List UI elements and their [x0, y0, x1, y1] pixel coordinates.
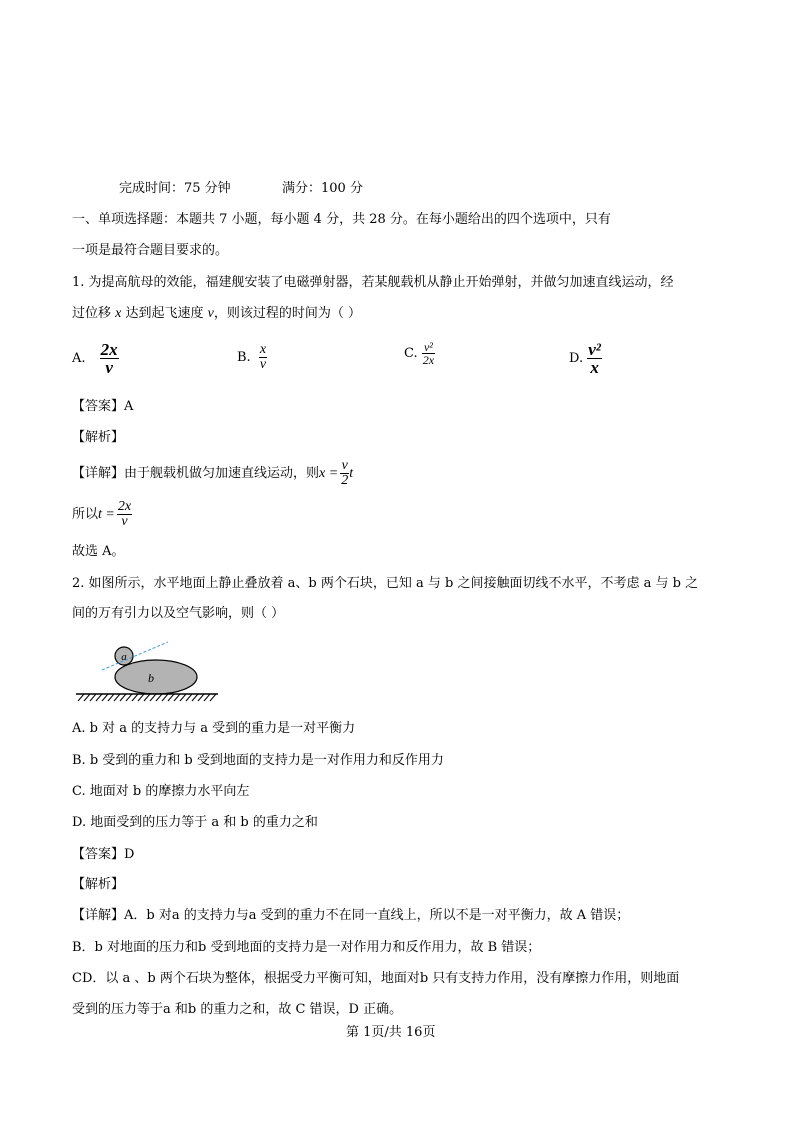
section-heading-line1: 一、单项选择题：本题共 7 小题，每小题 4 分，共 28 分。在每小题给出的四个选项中，只有: [72, 212, 611, 227]
q1-analysis-label: 【解析】: [72, 430, 125, 445]
q1-detail-fraction: $\frac{v}{2}$: [341, 458, 349, 488]
q2-stem-line1: 2. 如图所示，水平地面上静止叠放着 a、b 两个石块，已知 a 与 b 之间接触面切线不水平，不考虑 a 与 b 之: [72, 576, 699, 591]
page-number: 第 1页/共 16页: [346, 1025, 436, 1040]
q2-answer: 【答案】D: [72, 847, 135, 862]
q2-stem-line2: 间的万有引力以及空气影响，则（ ）: [72, 606, 285, 621]
q2-detail-cd-cont: 受到的压力等于a 和b 的重力之和，故 C 错误，D 正确。: [72, 1002, 403, 1017]
q1-option-d[interactable]: D. $\frac{\text{v²}}{x}$: [569, 340, 601, 377]
q2-detail-a: 【详解】A．b 对a 的支持力与a 受到的重力不在同一直线上，所以不是一对平衡力，故 A 错误；: [72, 908, 630, 923]
q1-stem-line1: 1. 为提高航母的效能，福建舰安装了电磁弹射器，若某舰载机从静止开始弹射，并做匀加速直线运动，经: [72, 275, 674, 290]
q1-option-c[interactable]: C. $\frac{\text{v²}}{2x}$: [404, 340, 435, 367]
q1-option-d-fraction: $\frac{\text{v²}}{x}$: [588, 340, 601, 377]
q2-analysis-label: 【解析】: [72, 877, 125, 892]
q1-option-a[interactable]: A. $\frac{2x}{v}$: [72, 340, 118, 377]
full-score: 满分：100 分: [282, 181, 363, 196]
q1-option-b[interactable]: B. $\frac{x}{v}$: [237, 342, 267, 372]
section-heading-line2: 一项是最符合题目要求的。: [72, 243, 229, 258]
completion-time: 完成时间：75 分钟: [119, 181, 231, 196]
q1-choose: 故选 A。: [72, 544, 125, 559]
var-x: x: [115, 306, 122, 321]
q1-option-a-fraction: $\frac{2x}{v}$: [100, 340, 118, 377]
q1-result: 所以t = $\frac{2x}{v}$: [72, 499, 132, 529]
q1-option-c-fraction: $\frac{\text{v²}}{2x}$: [422, 340, 435, 367]
q2-option-c[interactable]: C. 地面对 b 的摩擦力水平向左: [72, 784, 250, 799]
q2-option-b[interactable]: B. b 受到的重力和 b 受到地面的支持力是一对作用力和反作用力: [72, 753, 444, 768]
q1-detail: 【详解】由于舰载机做匀加速直线运动，则x = $\frac{v}{2}$ t: [72, 458, 354, 488]
q1-stem-line2: 过位移 x 达到起飞速度 v，则该过程的时间为（ ）: [72, 306, 361, 321]
q2-option-d[interactable]: D. 地面受到的压力等于 a 和 b 的重力之和: [72, 815, 318, 830]
stone-b-label: b: [148, 671, 154, 685]
q1-answer: 【答案】A: [72, 399, 134, 414]
q2-option-a[interactable]: A. b 对 a 的支持力与 a 受到的重力是一对平衡力: [72, 721, 356, 736]
q1-result-fraction: $\frac{2x}{v}$: [117, 499, 132, 529]
stones-diagram: [72, 640, 222, 702]
var-v: v: [207, 306, 214, 321]
stone-b: [115, 660, 197, 694]
ground-hatching: [78, 694, 216, 701]
q2-detail-cd: CD．以 a 、b 两个石块为整体，根据受力平衡可知，地面对b 只有支持力作用，没有摩擦力作用，则地面: [72, 971, 680, 986]
q1-option-b-fraction: $\frac{x}{v}$: [259, 342, 267, 372]
stone-a-label: a: [121, 651, 127, 663]
q2-detail-b: B．b 对地面的压力和b 受到地面的支持力是一对作用力和反作用力，故 B 错误；: [72, 940, 541, 955]
